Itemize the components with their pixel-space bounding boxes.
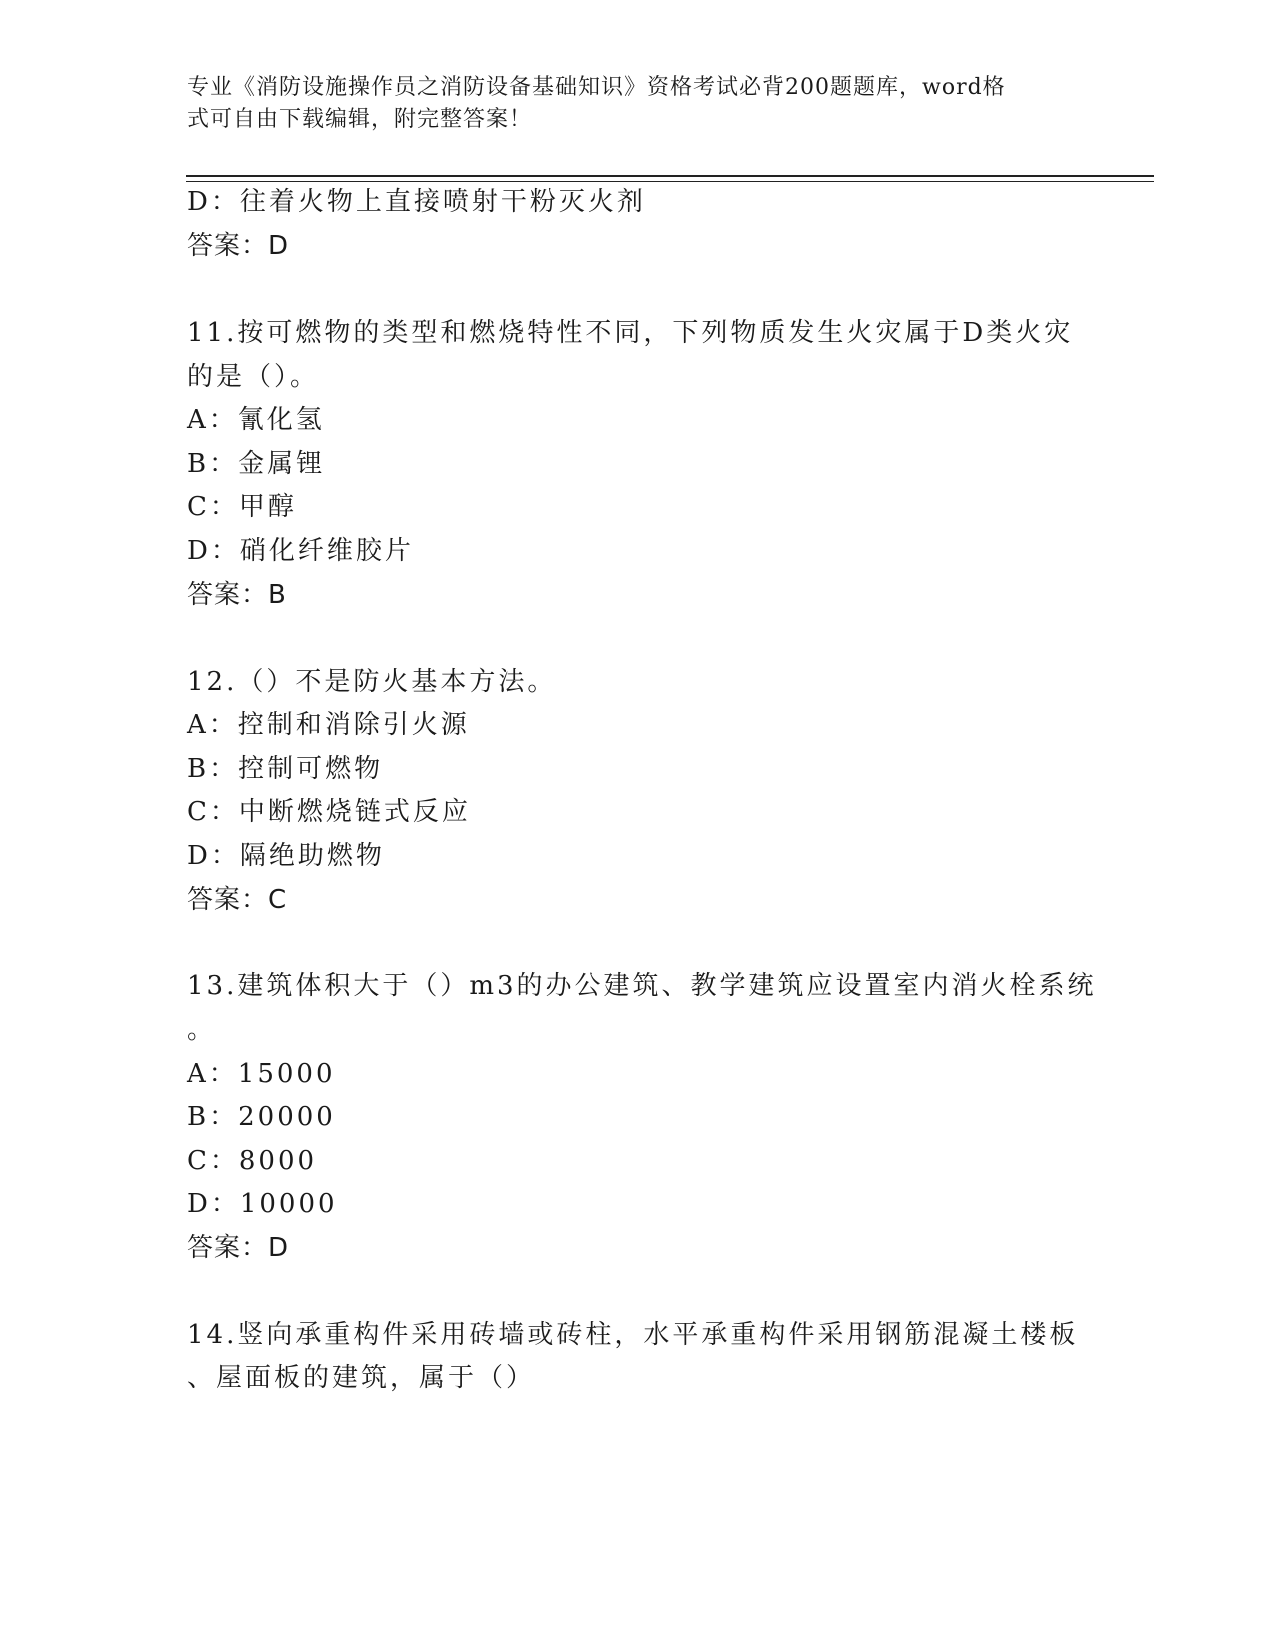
header-divider-thick (186, 175, 1154, 177)
q11-stem-line-1: 11.按可燃物的类型和燃烧特性不同，下列物质发生火灾属于D类火灾 (187, 318, 1074, 348)
q12-option-b: B：控制可燃物 (187, 754, 384, 784)
q12-answer: 答案：C (187, 885, 288, 915)
q11-answer: 答案：B (187, 580, 287, 610)
q14-stem-line-2: 、屋面板的建筑，属于（） (187, 1363, 536, 1393)
q13-option-c: C：8000 (187, 1146, 318, 1176)
q11-option-b: B：金属锂 (187, 449, 326, 479)
q12-option-c: C：中断燃烧链式反应 (187, 797, 471, 827)
page-header (187, 72, 1067, 136)
header-line-1: 专业《消防设施操作员之消防设备基础知识》资格考试必背200题题库，word格 (187, 75, 1006, 100)
prev-option-d: D：往着火物上直接喷射干粉灭火剂 (187, 187, 646, 217)
q13-option-d: D：10000 (187, 1189, 338, 1219)
q13-stem-line-1: 13.建筑体积大于（）m3的办公建筑、教学建筑应设置室内消火栓系统 (187, 971, 1097, 1001)
q13-option-b: B：20000 (187, 1102, 336, 1132)
q12-option-a: A：控制和消除引火源 (187, 710, 470, 740)
q12-option-d: D：隔绝助燃物 (187, 841, 385, 871)
q13-stem-line-2: 。 (187, 1015, 217, 1045)
q11-option-d: D：硝化纤维胶片 (187, 536, 414, 566)
header-line-2: 式可自由下载编辑，附完整答案！ (187, 107, 533, 132)
prev-answer: 答案：D (187, 231, 290, 261)
header-divider-thin (186, 181, 1154, 182)
q12-stem-line-1: 12.（）不是防火基本方法。 (187, 667, 557, 697)
q13-option-a: A：15000 (187, 1059, 336, 1089)
q11-option-c: C：甲醇 (187, 492, 297, 522)
q11-option-a: A：氰化氢 (187, 405, 325, 435)
q11-stem-line-2: 的是（）。 (187, 362, 320, 392)
q13-answer: 答案：D (187, 1233, 290, 1263)
q14-stem-line-1: 14.竖向承重构件采用砖墙或砖柱，水平承重构件采用钢筋混凝土楼板 (187, 1320, 1079, 1350)
